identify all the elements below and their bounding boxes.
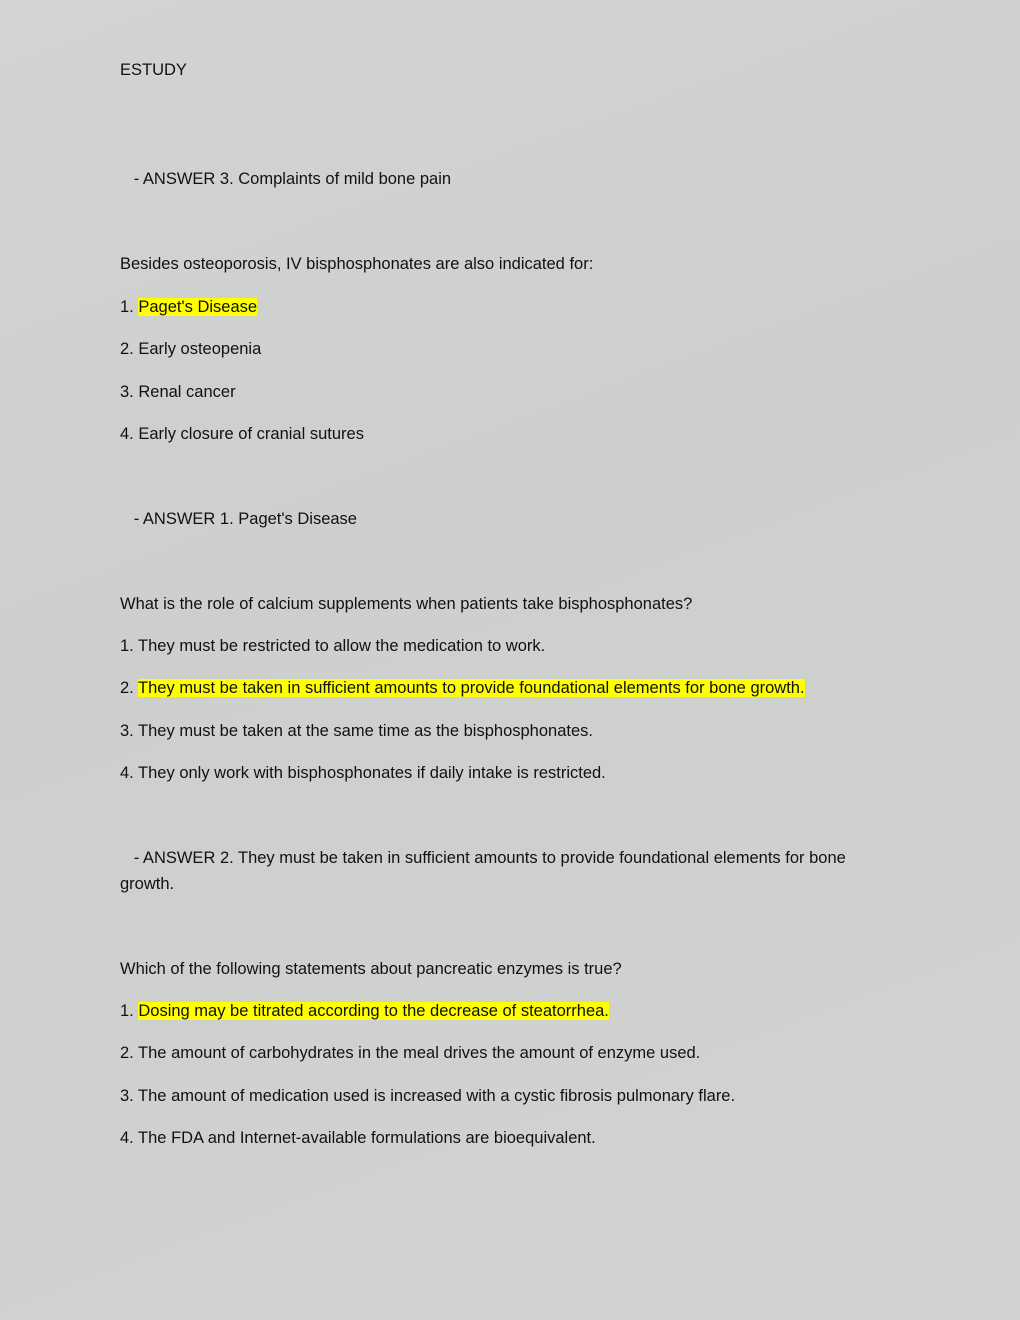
option-2 bbox=[120, 339, 261, 359]
option-number: 2. bbox=[120, 340, 139, 358]
option-2 bbox=[120, 1043, 700, 1063]
option-text: Early osteopenia bbox=[138, 340, 262, 358]
option-number: 2. bbox=[120, 679, 139, 697]
option-3 bbox=[120, 1086, 735, 1106]
option-number: 4. bbox=[120, 764, 139, 782]
option-number: 1. bbox=[120, 298, 139, 316]
option-1 bbox=[120, 297, 257, 317]
question-text: Besides osteoporosis, IV bisphosphonates are also indicated for: bbox=[120, 255, 594, 273]
option-4 bbox=[120, 763, 606, 783]
option-3 bbox=[120, 382, 236, 402]
option-number: 4. bbox=[120, 1129, 139, 1147]
option-number: 1. bbox=[120, 1002, 139, 1020]
option-text-highlighted: Paget's Disease bbox=[138, 298, 258, 316]
option-3 bbox=[120, 721, 593, 741]
option-2 bbox=[120, 678, 805, 698]
question-text: Which of the following statements about pancreatic enzymes is true? bbox=[120, 960, 622, 978]
answer-line: - ANSWER 1. Paget's Disease bbox=[120, 510, 357, 528]
option-number: 3. bbox=[120, 1087, 139, 1105]
option-number: 1. bbox=[120, 637, 139, 655]
option-text: They must be taken at the same time as the bisphosphonates. bbox=[138, 722, 593, 740]
option-text-highlighted: They must be taken in sufficient amounts to provide foundational elements for bone growth. bbox=[138, 679, 805, 697]
option-text: The FDA and Internet-available formulations are bioequivalent. bbox=[138, 1129, 596, 1147]
option-text: Renal cancer bbox=[138, 383, 236, 401]
option-number: 3. bbox=[120, 722, 139, 740]
option-1 bbox=[120, 1001, 609, 1021]
option-text-highlighted: Dosing may be titrated according to the decrease of steatorrhea. bbox=[138, 1002, 609, 1020]
option-1 bbox=[120, 636, 545, 656]
document-title: ESTUDY bbox=[120, 61, 187, 79]
option-number: 3. bbox=[120, 383, 139, 401]
option-4 bbox=[120, 1128, 596, 1148]
option-text: Early closure of cranial sutures bbox=[138, 425, 364, 443]
option-text: The amount of medication used is increased with a cystic fibrosis pulmonary flare. bbox=[138, 1087, 736, 1105]
option-number: 4. bbox=[120, 425, 139, 443]
answer-line: - ANSWER 2. They must be taken in sufficient amounts to provide foundational elements for bone growth. bbox=[120, 849, 851, 893]
option-number: 2. bbox=[120, 1044, 139, 1062]
question-text: What is the role of calcium supplements when patients take bisphosphonates? bbox=[120, 595, 693, 613]
option-text: They only work with bisphosphonates if daily intake is restricted. bbox=[138, 764, 606, 782]
answer-line: - ANSWER 3. Complaints of mild bone pain bbox=[120, 170, 452, 188]
option-4 bbox=[120, 424, 364, 444]
option-text: They must be restricted to allow the medication to work. bbox=[138, 637, 546, 655]
option-text: The amount of carbohydrates in the meal drives the amount of enzyme used. bbox=[138, 1044, 701, 1062]
